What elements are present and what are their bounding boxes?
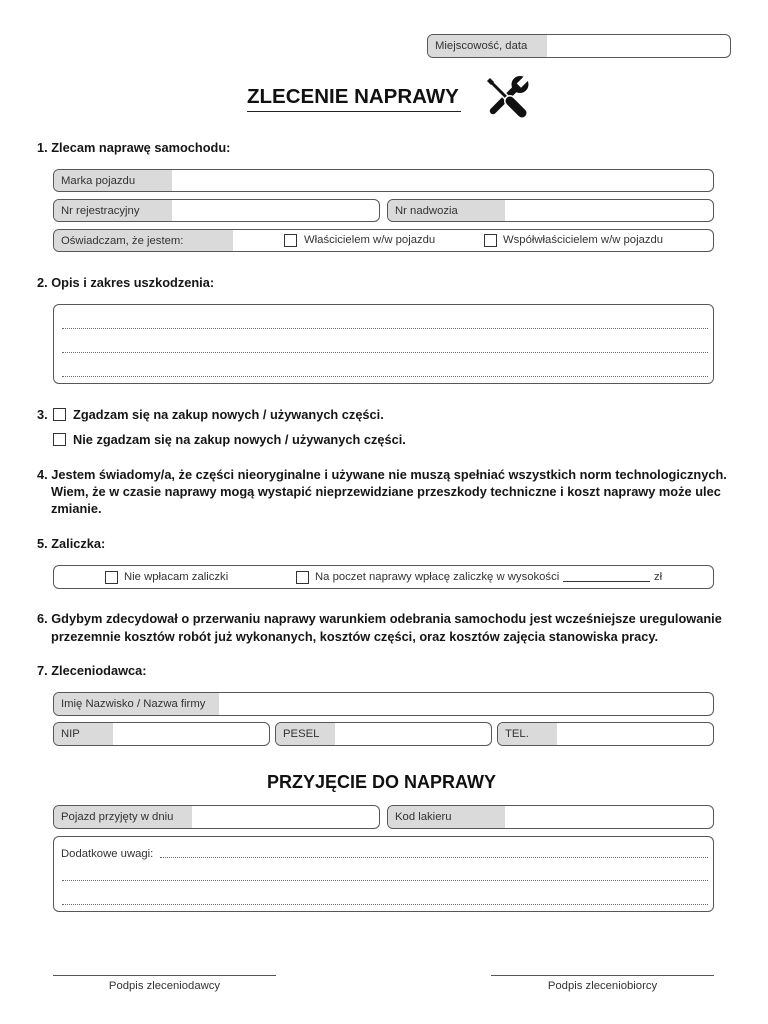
- contractor-signature-line[interactable]: [491, 975, 714, 976]
- paint-code-label: Kod lakieru: [388, 806, 505, 828]
- place-date-field: [427, 34, 731, 58]
- nip-field: [53, 722, 270, 746]
- pesel-field: [275, 722, 492, 746]
- section4-line: zmianie.: [51, 501, 102, 516]
- dotted-line: [160, 857, 708, 858]
- vehicle-make-input[interactable]: [172, 170, 713, 191]
- acceptance-heading: PRZYJĘCIE DO NAPRAWY: [267, 772, 497, 792]
- vehicle-make-field: [53, 169, 714, 192]
- advance-checkbox[interactable]: [296, 571, 309, 584]
- tel-input[interactable]: [557, 723, 713, 745]
- owner-option-label: Właścicielem w/w pojazdu: [304, 234, 436, 246]
- damage-description-area[interactable]: [53, 304, 714, 384]
- section6-line: 6. Gdybym zdecydował o przerwaniu naprawy warunkiem odebrania samochodu jest wcześniejsze uregulowanie: [37, 611, 722, 626]
- client-name-label: Imię Nazwisko / Nazwa firmy: [54, 693, 219, 715]
- owner-checkbox[interactable]: [284, 234, 297, 247]
- vin-label: Nr nadwozia: [388, 200, 505, 221]
- no-advance-checkbox[interactable]: [105, 571, 118, 584]
- additional-notes-label: Dodatkowe uwagi:: [61, 848, 154, 860]
- section7-heading: 7. Zleceniodawca:: [37, 663, 147, 678]
- section1-heading: 1. Zlecam naprawę samochodu:: [37, 140, 231, 155]
- ownership-declaration-field: [53, 229, 714, 252]
- registration-input[interactable]: [172, 200, 379, 221]
- vin-input[interactable]: [505, 200, 713, 221]
- dotted-line: [62, 904, 708, 905]
- dotted-line: [62, 352, 708, 353]
- ownership-options: [233, 230, 713, 251]
- section4-line: Wiem, że w czasie naprawy mogą wystapić nieprzewidziane przeszkody techniczne i koszt naprawy może ulec: [51, 484, 721, 499]
- additional-notes-area[interactable]: [53, 836, 714, 912]
- nip-label: NIP: [54, 723, 113, 745]
- tel-label: TEL.: [498, 723, 557, 745]
- no-advance-label: Nie wpłacam zaliczki: [124, 571, 229, 583]
- pesel-label: PESEL: [276, 723, 335, 745]
- accepted-date-field: [53, 805, 380, 829]
- wrench-screwdriver-icon: [485, 76, 529, 118]
- agree-parts-checkbox[interactable]: [53, 408, 66, 421]
- advance-payment-field: [53, 565, 714, 589]
- dotted-line: [62, 328, 708, 329]
- section2-heading: 2. Opis i zakres uszkodzenia:: [37, 275, 215, 290]
- vehicle-make-label: Marka pojazdu: [54, 170, 172, 191]
- advance-amount-input[interactable]: [563, 570, 650, 582]
- paint-code-input[interactable]: [505, 806, 713, 828]
- vin-field: [387, 199, 714, 222]
- agree-parts-label: Zgadzam się na zakup nowych / używanych części.: [73, 407, 384, 422]
- accepted-date-label: Pojazd przyjęty w dniu: [54, 806, 192, 828]
- accepted-date-input[interactable]: [192, 806, 379, 828]
- ownership-declaration-label: Oświadczam, że jestem:: [54, 230, 233, 251]
- paint-code-field: [387, 805, 714, 829]
- dotted-line: [62, 376, 708, 377]
- registration-label: Nr rejestracyjny: [54, 200, 172, 221]
- advance-label: Na poczet naprawy wpłacę zaliczkę w wysokości: [315, 571, 560, 583]
- co-owner-checkbox[interactable]: [484, 234, 497, 247]
- title-underline: [247, 111, 461, 112]
- disagree-parts-checkbox[interactable]: [53, 433, 66, 446]
- section4-line: 4. Jestem świadomy/a, że części nieoryginalne i używane nie muszą spełniać wszystkich norm technologicznych.: [37, 467, 727, 482]
- place-date-input[interactable]: [547, 35, 730, 57]
- place-date-label: Miejscowość, data: [428, 35, 547, 57]
- currency-label: zł: [654, 571, 663, 583]
- disagree-parts-label: Nie zgadzam się na zakup nowych / używanych części.: [73, 432, 406, 447]
- registration-field: [53, 199, 380, 222]
- client-signature-label: Podpis zleceniodawcy: [108, 980, 221, 992]
- section3-number: 3.: [37, 407, 48, 422]
- dotted-line: [62, 880, 708, 881]
- co-owner-option-label: Współwłaścicielem w/w pojazdu: [503, 234, 664, 246]
- contractor-signature-label: Podpis zleceniobiorcy: [547, 980, 658, 992]
- tel-field: [497, 722, 714, 746]
- section6-line: przezemnie kosztów robót już wykonanych, kosztów części, oraz kosztów zajęcia stanowiska pracy.: [51, 629, 659, 644]
- client-name-field: [53, 692, 714, 716]
- client-signature-line[interactable]: [53, 975, 276, 976]
- section5-heading: 5. Zaliczka:: [37, 536, 106, 551]
- pesel-input[interactable]: [335, 723, 491, 745]
- client-name-input[interactable]: [219, 693, 713, 715]
- nip-input[interactable]: [113, 723, 269, 745]
- form-title: ZLECENIE NAPRAWY: [247, 85, 459, 108]
